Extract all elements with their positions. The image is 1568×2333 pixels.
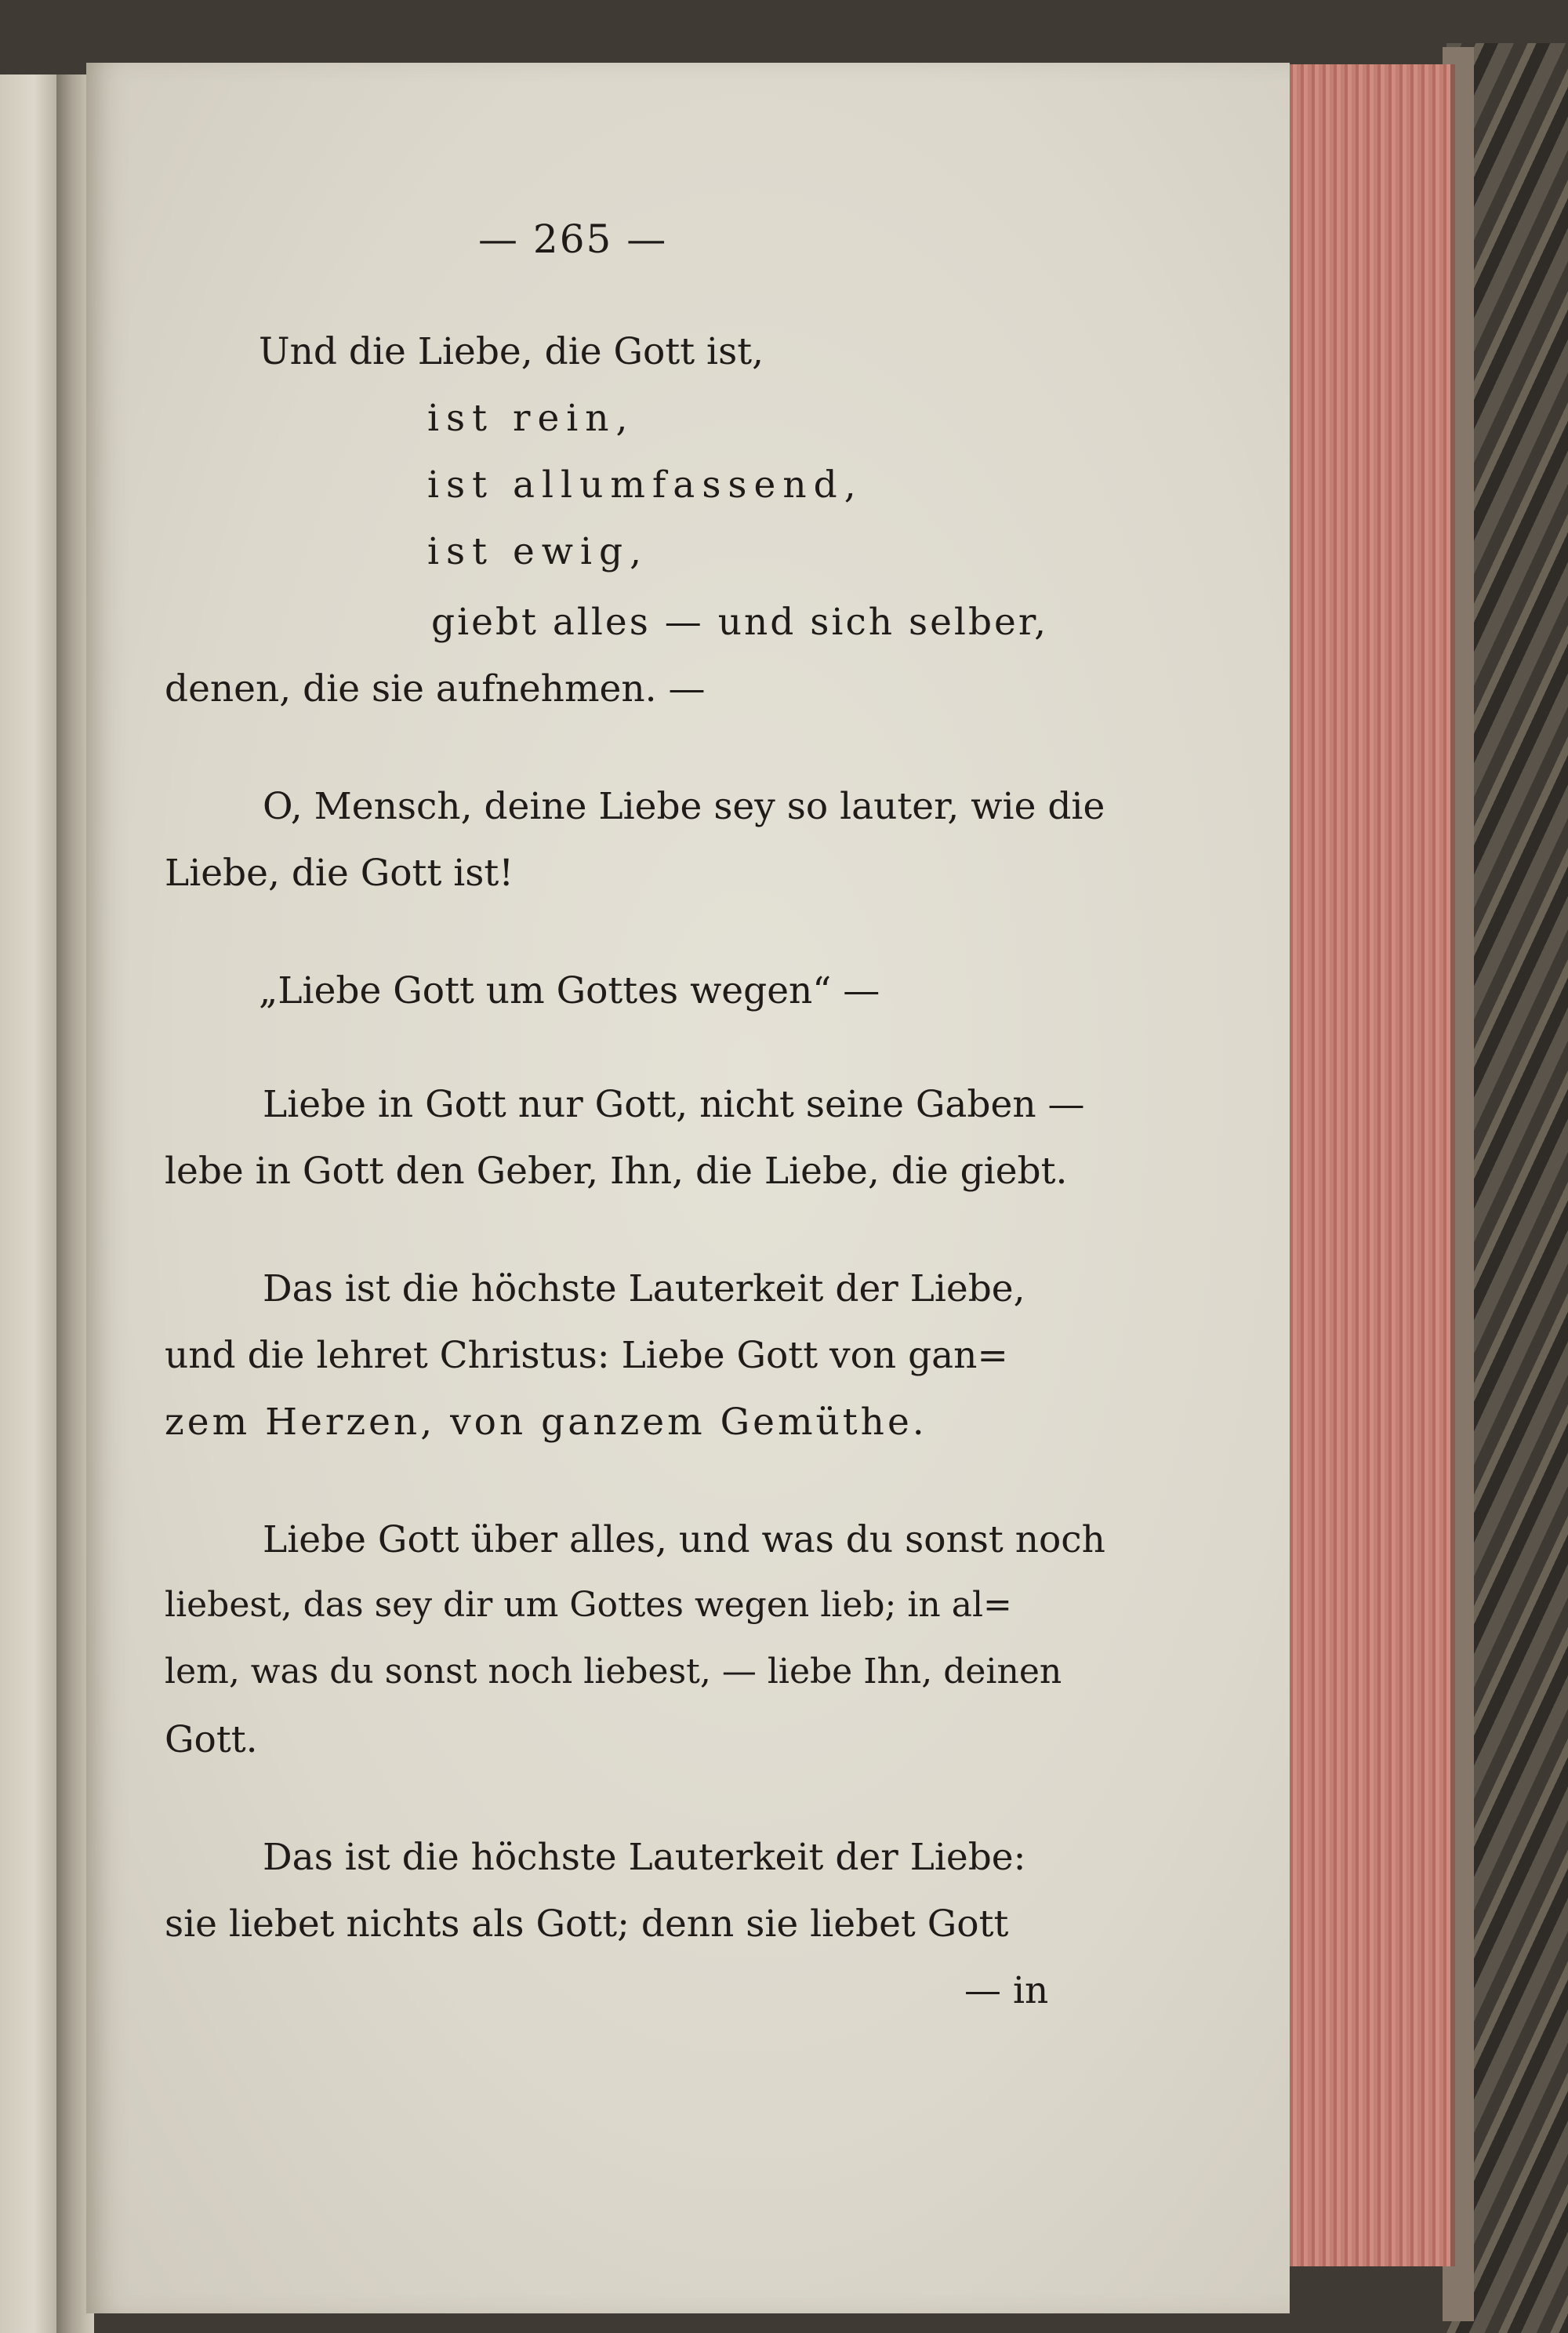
left-page (0, 74, 56, 2333)
page-block-edge (1286, 64, 1455, 2266)
text-line-11: lebe in Gott den Geber, Ihn, die Liebe, die giebt. (165, 1150, 1068, 1193)
text-line-18: Gott. (165, 1718, 258, 1761)
catchword: — in (964, 1969, 1049, 2012)
text-line-9: „Liebe Gott um Gottes wegen“ — (259, 969, 880, 1012)
page-number: — 265 — (478, 216, 668, 262)
text-line-5: giebt alles — und sich selber, (431, 601, 1049, 644)
text-line-8: Liebe, die Gott ist! (165, 852, 514, 895)
text-line-4: ist ewig, (427, 530, 649, 573)
text-line-2: ist rein, (427, 397, 635, 440)
text-line-13: und die lehret Christus: Liebe Gott von gan= (165, 1334, 1008, 1377)
text-line-3: ist allumfassend, (427, 463, 863, 507)
text-line-17: lem, was du sonst noch liebest, — liebe Ihn, deinen (165, 1652, 1062, 1692)
text-line-6: denen, die sie aufnehmen. — (165, 667, 706, 710)
text-line-12: Das ist die höchste Lauterkeit der Liebe, (263, 1267, 1025, 1310)
text-line-10: Liebe in Gott nur Gott, nicht seine Gaben — (263, 1083, 1085, 1126)
text-line-1: Und die Liebe, die Gott ist, (259, 330, 764, 373)
text-line-20: sie liebet nichts als Gott; denn sie liebet Gott (165, 1902, 1009, 1946)
text-line-14: zem Herzen, von ganzem Gemüthe. (165, 1401, 927, 1444)
text-line-15: Liebe Gott über alles, und was du sonst noch (263, 1518, 1105, 1561)
text-line-7: O, Mensch, deine Liebe sey so lauter, wie die (263, 785, 1105, 828)
text-line-19: Das ist die höchste Lauterkeit der Liebe: (263, 1836, 1026, 1879)
text-line-16: liebest, das sey dir um Gottes wegen lieb; in al= (165, 1585, 1012, 1625)
book-page (86, 63, 1290, 2313)
